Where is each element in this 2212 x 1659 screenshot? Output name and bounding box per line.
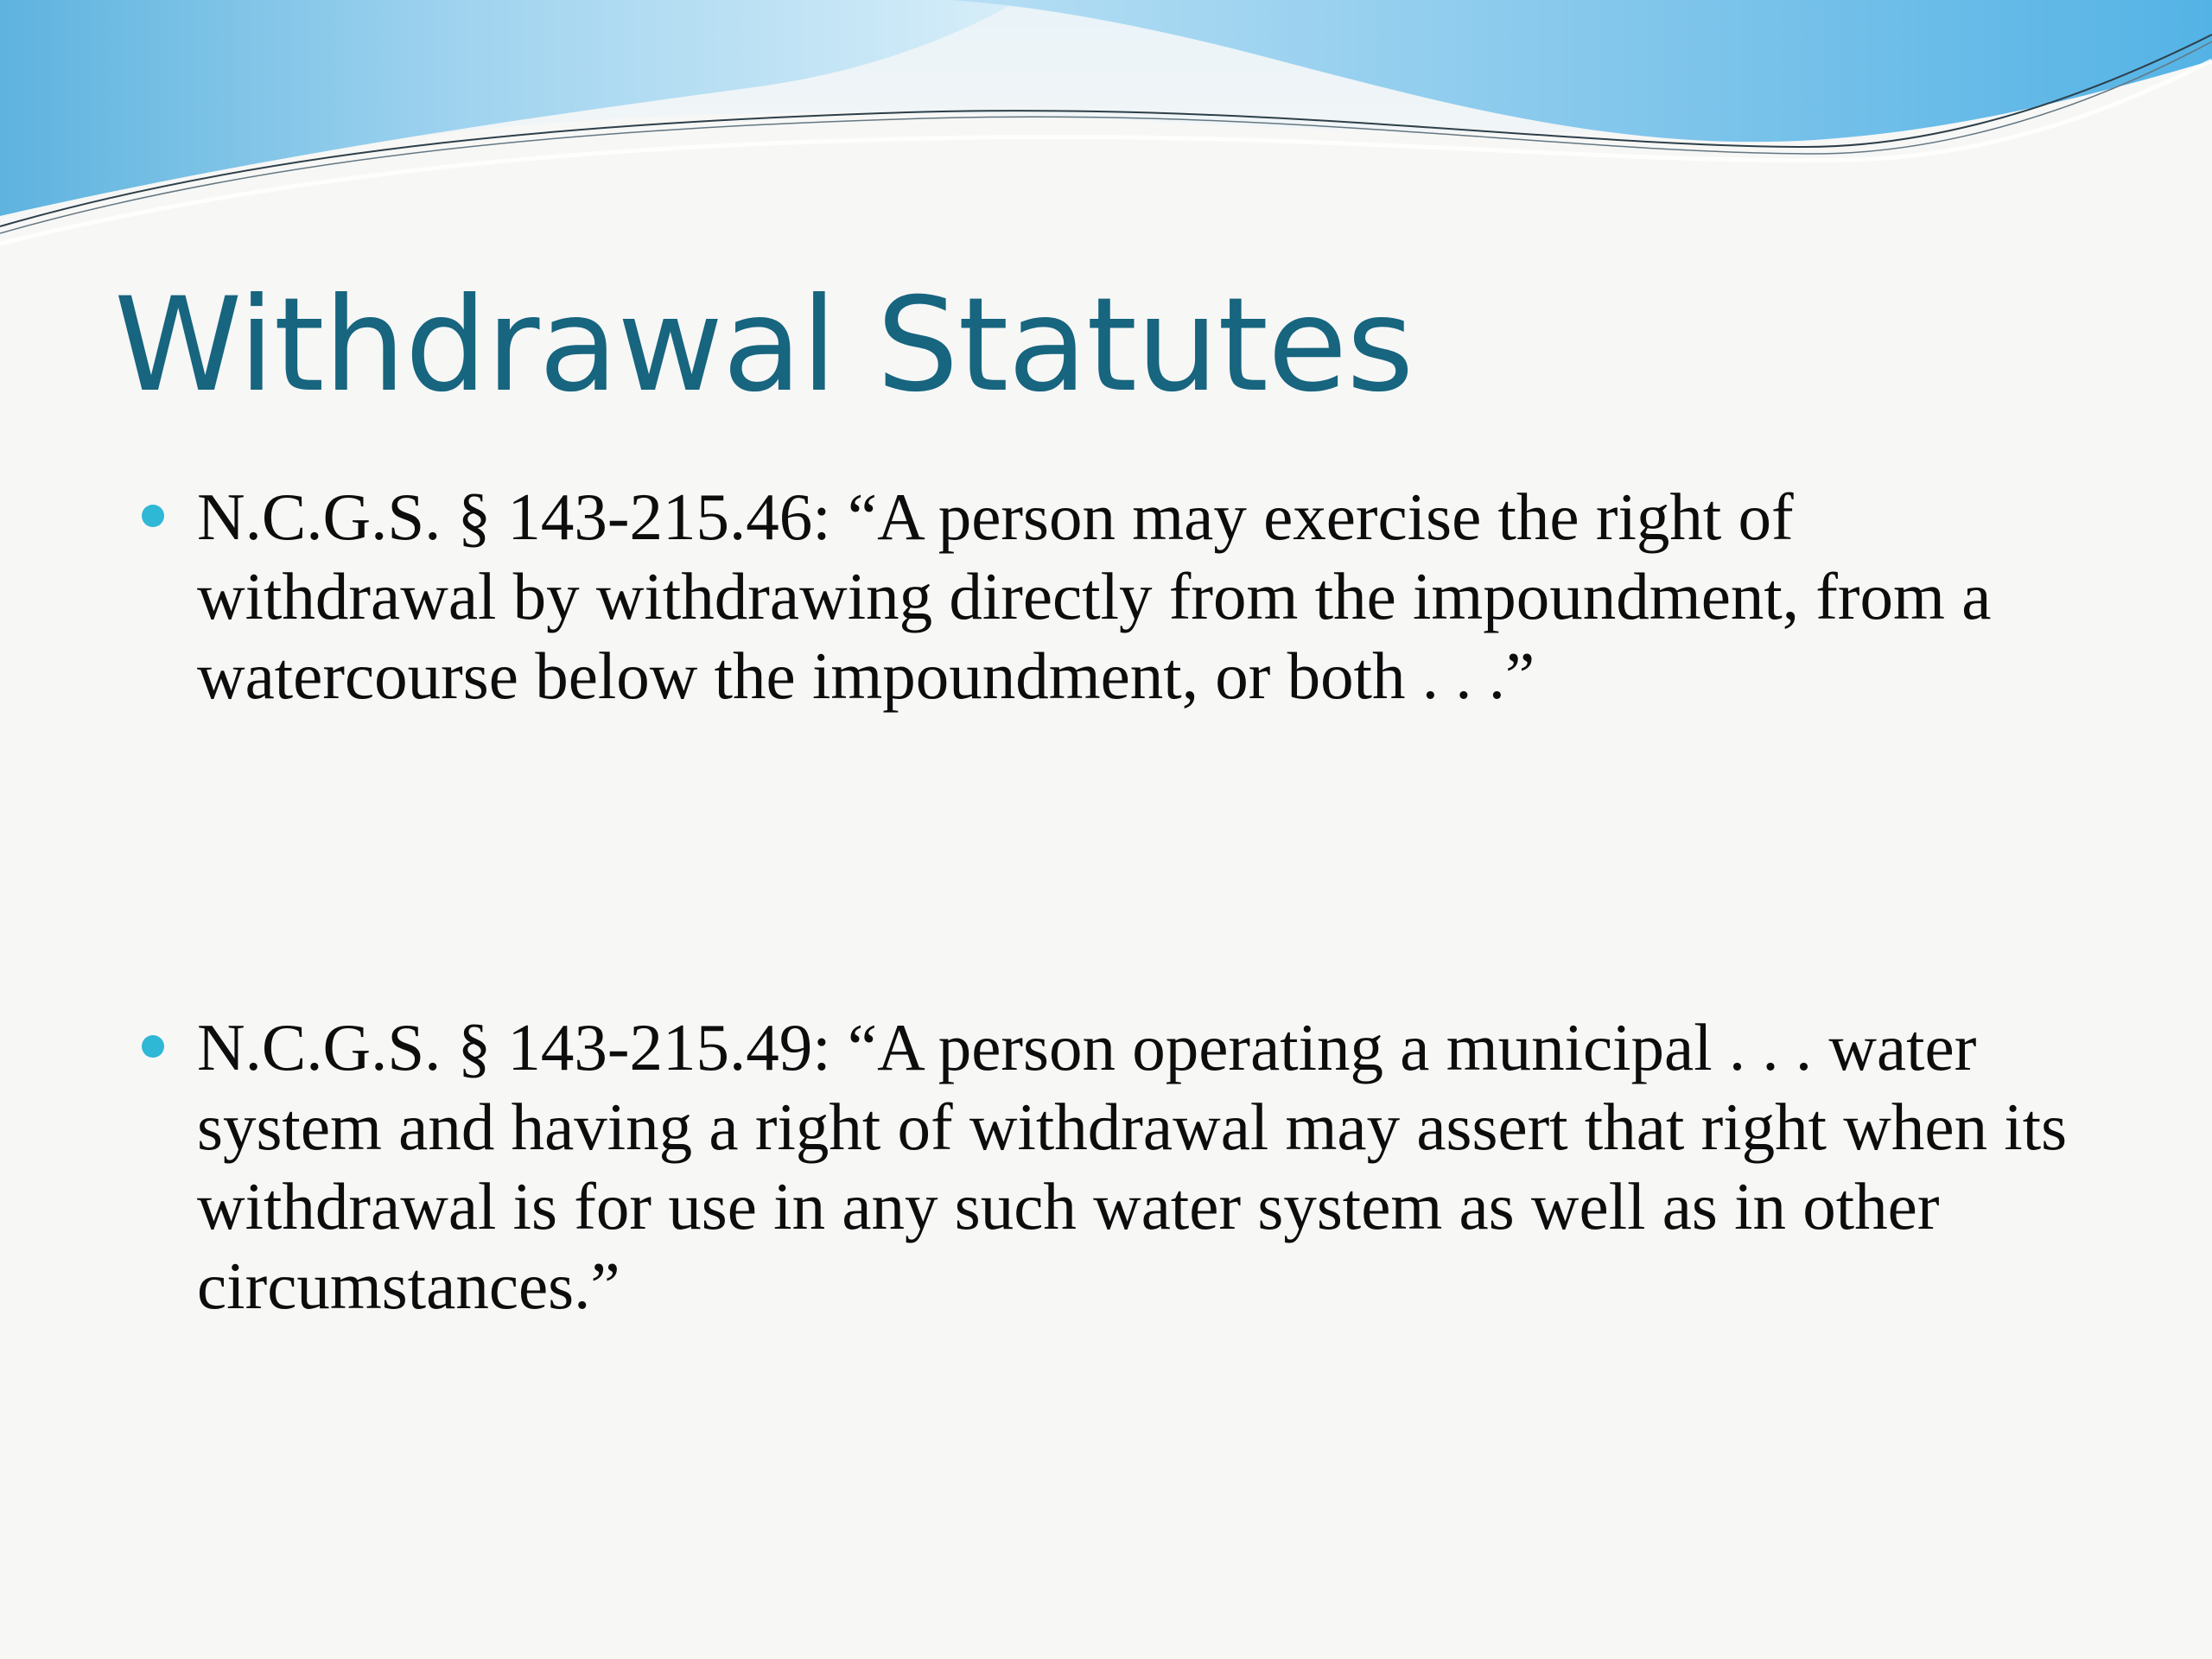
bullet-item-1 (197, 477, 2081, 715)
slide-title: Withdrawal Statutes (114, 270, 1414, 421)
bullet-text-1: N.C.G.S. § 143-215.46: “A person may exercise the right of withdrawal by withdrawing directly from the impoundment, from a watercourse below the impoundment, or both . . .” (197, 480, 1992, 713)
bullet-text-2: N.C.G.S. § 143-215.49: “A person operating a municipal . . . water system and having a right of withdrawal may assert that right when its withdrawal is for use in any such water system as well as in other circumstances.” (197, 1010, 2068, 1323)
bullet-item-2 (197, 1007, 2081, 1325)
header-wave-decoration (0, 0, 2212, 259)
bullet-dot-icon (142, 505, 164, 527)
bullet-dot-icon (142, 1035, 164, 1058)
